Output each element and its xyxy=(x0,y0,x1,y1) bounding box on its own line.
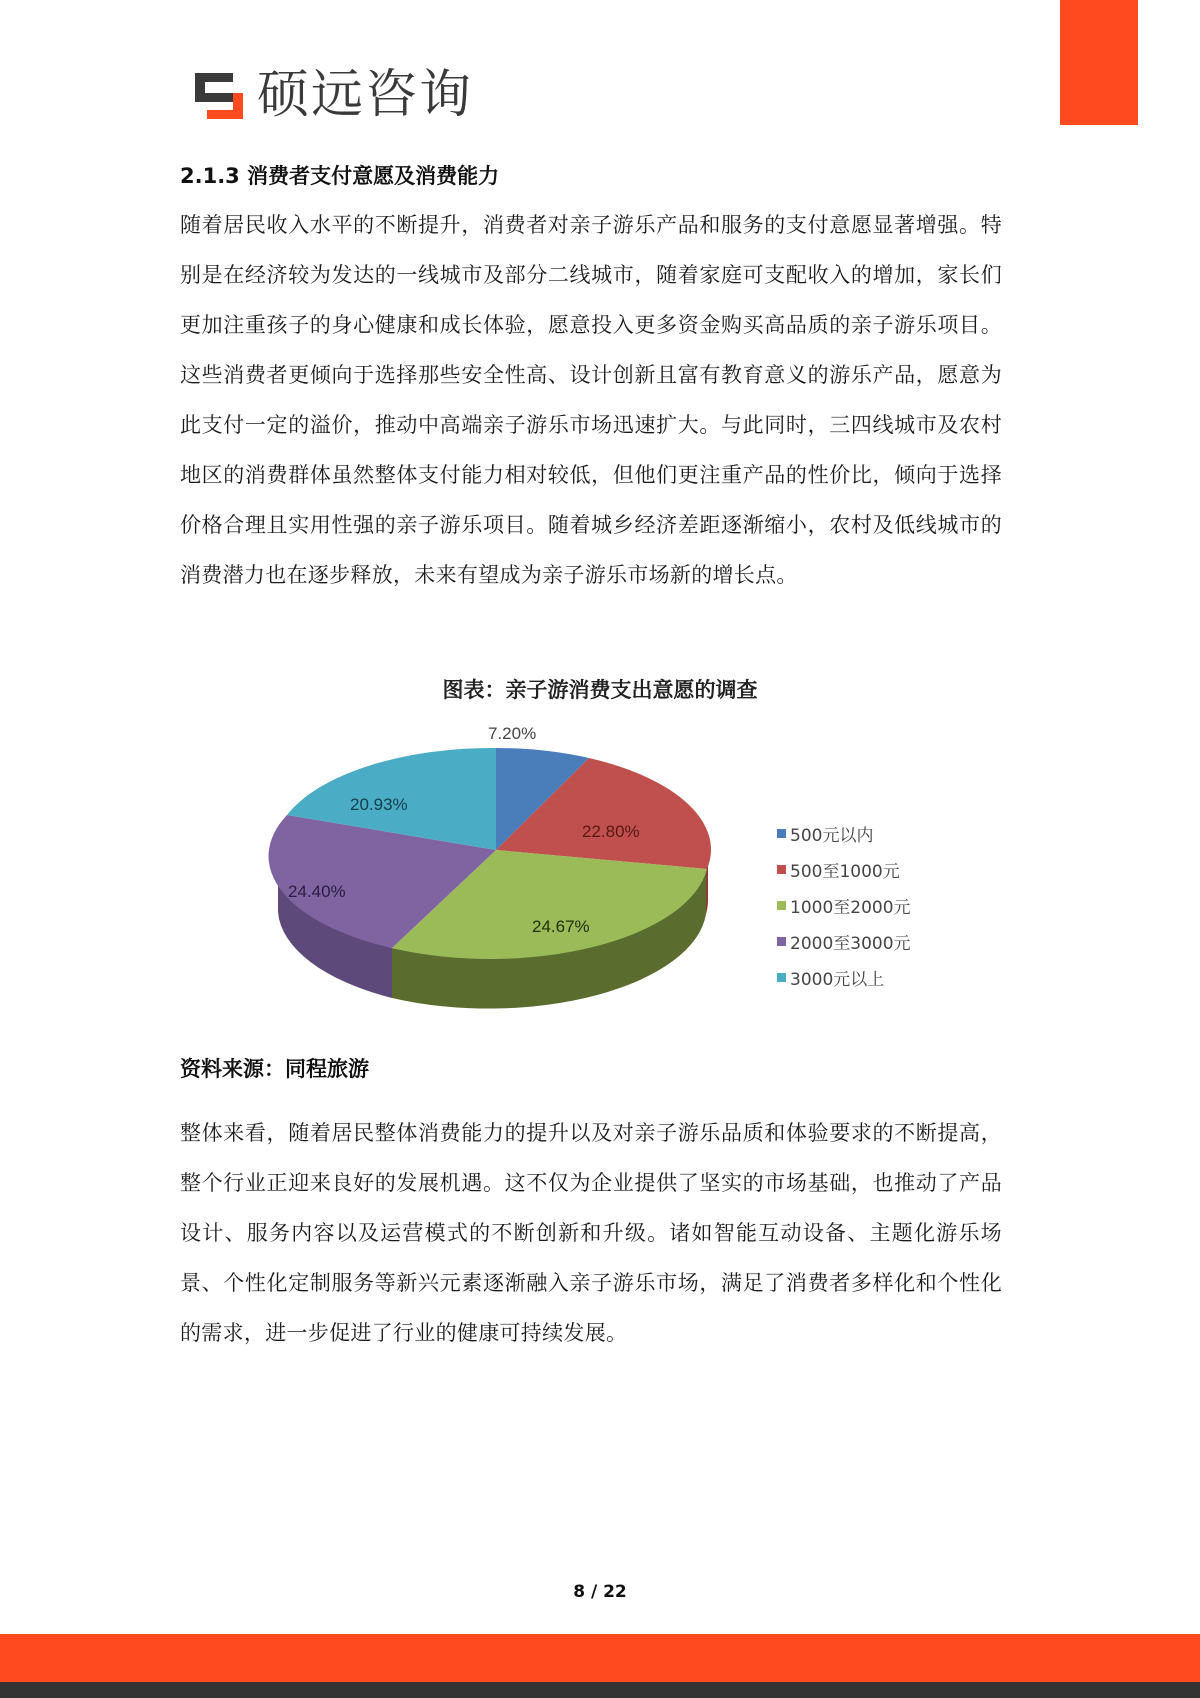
page-number: 8 / 22 xyxy=(573,1582,627,1602)
paragraph-overall-outlook: 整体来看，随着居民整体消费能力的提升以及对亲子游乐品质和体验要求的不断提高，整个行业正迎来良好的发展机遇。这不仅为企业提供了坚实的市场基础，也推动了产品设计、服务内容以及运营模式的不断创新和升级。诸如智能互动设备、主题化游乐场景、个性化定制服务等新兴元素逐渐融入亲子游乐市场，满足了消费者多样化和个性化的需求，进一步促进了行业的健康可持续发展。 xyxy=(180,1121,1002,1345)
brand-name: 硕远咨询 xyxy=(257,65,474,125)
paragraph-consumer-willingness: 随着居民收入水平的不断提升，消费者对亲子游乐产品和服务的支付意愿显著增强。特别是在经济较为发达的一线城市及部分二线城市，随着家庭可支配收入的增加，家长们更加注重孩子的身心健康和成长体验，愿意投入更多资金购买高品质的亲子游乐项目。这些消费者更倾向于选择那些安全性高、设计创新且富有教育意义的游乐产品，愿意为此支付一定的溢价，推动中高端亲子游乐市场迅速扩大。与此同时，三四线城市及农村地区的消费群体虽然整体支付能力相对较低，但他们更注重产品的性价比，倾向于选择价格合理且实用性强的亲子游乐项目。随着城乡经济差距逐渐缩小，农村及低线城市的消费潜力也在逐步释放，未来有望成为亲子游乐市场新的增长点。 xyxy=(180,213,1002,587)
brand-logo xyxy=(193,62,473,128)
legend-swatch-icon xyxy=(777,829,786,838)
legend-item: 500至1000元 xyxy=(777,851,911,887)
legend-swatch-icon xyxy=(777,937,786,946)
legend-swatch-icon xyxy=(777,973,786,982)
label-2000-3000: 24.40% xyxy=(288,882,346,901)
footer-accent-bar xyxy=(0,1634,1200,1682)
label-500-within: 7.20% xyxy=(488,724,537,743)
legend-swatch-icon xyxy=(777,901,786,910)
legend-item: 500元以内 xyxy=(777,815,911,851)
chart-legend xyxy=(777,815,911,995)
chart-title: 图表：亲子游消费支出意愿的调查 xyxy=(442,678,758,702)
pie-chart xyxy=(270,724,730,1035)
corner-accent-block xyxy=(1060,0,1138,125)
section-heading: 2.1.3 消费者支付意愿及消费能力 xyxy=(180,164,500,188)
label-500-1000: 22.80% xyxy=(582,822,640,841)
legend-swatch-icon xyxy=(777,865,786,874)
footer-dark-bar xyxy=(0,1682,1200,1698)
label-1000-2000: 24.67% xyxy=(532,917,590,936)
legend-item: 2000至3000元 xyxy=(777,923,911,959)
data-source: 资料来源：同程旅游 xyxy=(180,1057,369,1081)
logo-mark-icon xyxy=(193,69,245,121)
label-3000-above: 20.93% xyxy=(350,795,408,814)
legend-item: 1000至2000元 xyxy=(777,887,911,923)
legend-item: 3000元以上 xyxy=(777,959,911,995)
